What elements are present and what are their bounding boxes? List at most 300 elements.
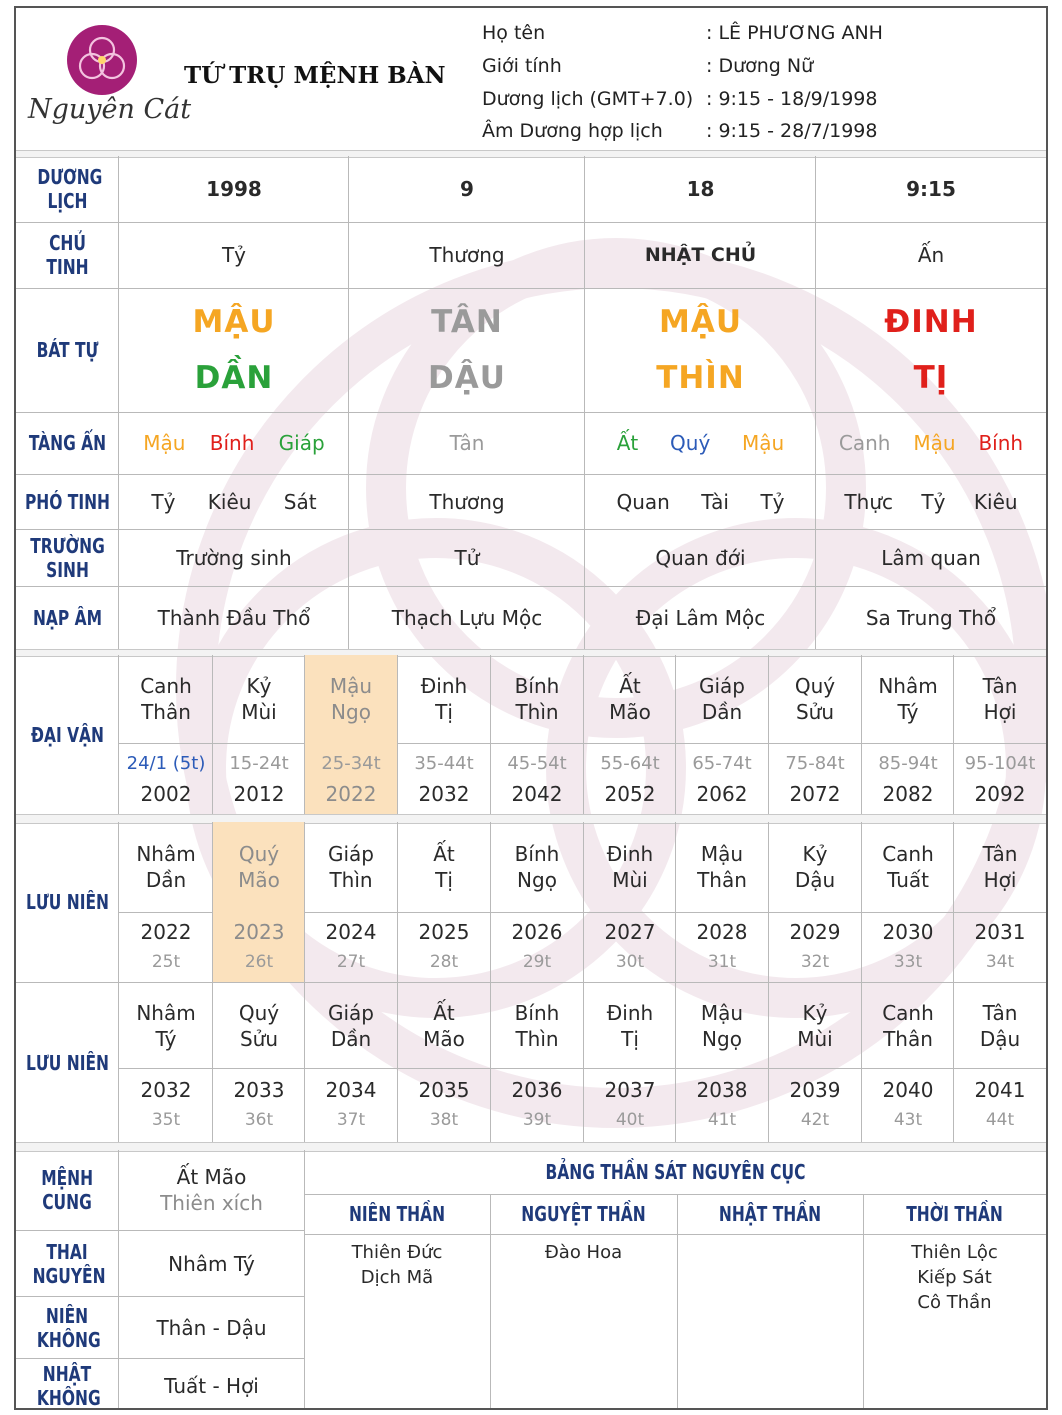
- ganzhi-text: Nhâm: [136, 842, 196, 866]
- luu-nien-column: [491, 822, 583, 982]
- luu-nien-ganzhi: [398, 983, 490, 1068]
- age-range: 95-104t: [964, 752, 1036, 774]
- luu-nien-column: [491, 983, 583, 1142]
- start-year: 2082: [882, 781, 934, 806]
- ganzhi-text: Mậu: [329, 674, 373, 698]
- pho-tinh-cell: [349, 474, 585, 529]
- tang-an-item: Canh: [838, 431, 891, 455]
- ganzhi-text: Bính: [514, 1000, 560, 1025]
- pho-tinh-item: Tỷ: [151, 489, 176, 514]
- luu-nien-year-cell: [676, 912, 768, 982]
- thien-can: MẬU: [192, 304, 276, 340]
- age: 31t: [707, 952, 737, 972]
- year: 2032: [140, 1078, 192, 1102]
- dai-van-ganzhi: [491, 655, 583, 743]
- tang-an-item: Ất: [616, 431, 639, 455]
- nien-khong-value: Thân - Dậu: [156, 1315, 267, 1340]
- than-sat-items: [863, 1240, 1046, 1315]
- ganzhi-text: Ất: [433, 1000, 455, 1025]
- ganzhi-text: Kỷ: [246, 674, 272, 698]
- luu-nien-ganzhi: [120, 983, 212, 1068]
- truong-sinh-value: Quan đới: [655, 545, 746, 570]
- luu-nien-ganzhi: [676, 822, 768, 912]
- logo-text: Nguyên Cát: [28, 94, 192, 125]
- dai-van-year-cell: [305, 743, 397, 814]
- age-range: 55-64t: [600, 752, 660, 774]
- ganzhi-text: Giáp: [327, 842, 374, 866]
- ganzhi-text: Tý: [897, 700, 919, 724]
- ganzhi-text: Thân: [883, 1026, 933, 1051]
- dai-van-column: [584, 655, 676, 814]
- start-year: 2042: [511, 781, 563, 806]
- pho-tinh-item: Tỷ: [760, 489, 785, 514]
- age: 29t: [522, 952, 552, 972]
- ganzhi-text: Canh: [882, 842, 934, 866]
- luu-nien-column: [676, 822, 768, 982]
- tang-an-item: Mậu: [742, 431, 785, 455]
- tang-an-cell: [585, 412, 816, 474]
- luu-nien-label: LƯU NIÊN: [26, 890, 109, 914]
- info-value-name: : LÊ PHƯƠNG ANH: [706, 22, 883, 44]
- nien-khong-label: NIÊN KHÔNG: [36, 1303, 101, 1352]
- luu-nien-column: [862, 822, 954, 982]
- chart-frame: [14, 6, 1048, 1410]
- dai-van-ganzhi: [769, 655, 861, 743]
- tang-an-item: Bính: [978, 431, 1024, 455]
- dai-van-column: [305, 655, 397, 814]
- ganzhi-text: Thìn: [329, 868, 373, 892]
- age: 33t: [893, 952, 923, 972]
- grid-line: [118, 655, 119, 814]
- dia-chi: TỊ: [913, 360, 949, 396]
- ganzhi-text: Ngọ: [517, 868, 557, 892]
- duong-lich-label: DƯƠNG LỊCH: [37, 165, 103, 213]
- year: 2037: [604, 1078, 656, 1102]
- ganzhi-text: Bính: [514, 842, 560, 866]
- ganzhi-text: Tị: [621, 1026, 639, 1051]
- info-label-gender: Giới tính: [482, 55, 562, 77]
- duong-lich-value: 1998: [206, 177, 262, 201]
- start-year: 2072: [789, 781, 841, 806]
- chu-tinh-value: Ấn: [917, 243, 945, 267]
- luu-nien-year-cell: [305, 1068, 397, 1142]
- luu-nien-ganzhi: [769, 822, 861, 912]
- age-range: 25-34t: [321, 752, 381, 774]
- ganzhi-text: Mão: [423, 1026, 465, 1051]
- grid-line: [677, 1194, 678, 1410]
- luu-nien-year-cell: [120, 1068, 212, 1142]
- pillars-table: [16, 156, 1046, 649]
- luu-nien-ganzhi: [769, 983, 861, 1068]
- info-label-name: Họ tên: [482, 22, 546, 44]
- luu-nien-year-cell: [120, 912, 212, 982]
- ganzhi-text: Mùi: [797, 1026, 833, 1051]
- pho-tinh-cell: [585, 474, 816, 529]
- age: 37t: [336, 1110, 366, 1130]
- header: [16, 8, 1046, 156]
- age: 40t: [615, 1110, 645, 1130]
- start-year: 2012: [233, 781, 285, 806]
- age: 26t: [244, 952, 274, 972]
- than-sat-item: Thiên Lộc: [911, 1242, 998, 1263]
- luu-nien-year-cell: [584, 912, 676, 982]
- ganzhi-text: Tân: [982, 674, 1018, 698]
- ganzhi-text: Ất: [619, 674, 641, 698]
- start-year: 2002: [140, 781, 192, 806]
- ganzhi-text: Quý: [794, 674, 836, 698]
- than-sat-items: [304, 1240, 490, 1290]
- dai-van-ganzhi: [954, 655, 1046, 743]
- ganzhi-text: Mùi: [612, 868, 648, 892]
- age-range: 35-44t: [414, 752, 474, 774]
- nap-am-value: Đại Lâm Mộc: [635, 605, 766, 630]
- luu-nien-year-cell: [954, 1068, 1046, 1142]
- ganzhi-text: Mùi: [241, 700, 277, 724]
- grid-line: [118, 822, 119, 982]
- luu-nien-column: [769, 983, 861, 1142]
- luu-nien-ganzhi: [676, 983, 768, 1068]
- year: 2036: [511, 1078, 563, 1102]
- menh-cung-sub: Thiên xích: [160, 1191, 263, 1215]
- luu-nien-column: [120, 983, 212, 1142]
- dai-van-column: [954, 655, 1046, 814]
- dai-van-column: [120, 655, 212, 814]
- nhat-khong-label: NHẬT KHÔNG: [36, 1361, 101, 1410]
- pho-tinh-item: Thương: [429, 489, 505, 514]
- dai-van-column: [862, 655, 954, 814]
- age-range: 15-24t: [229, 752, 289, 774]
- truong-sinh-value: Lâm quan: [881, 545, 981, 570]
- dai-van-column: [398, 655, 490, 814]
- year: 2030: [882, 920, 934, 944]
- bat-tu-label: BÁT TỰ: [36, 338, 99, 362]
- luu-nien-column: [120, 822, 212, 982]
- age: 43t: [893, 1110, 923, 1130]
- chu-tinh-label: CHỦ TINH: [46, 231, 89, 279]
- luu-nien-ganzhi: [491, 822, 583, 912]
- dai-van-year-cell: [862, 743, 954, 814]
- year: 2026: [511, 920, 563, 944]
- ganzhi-text: Dậu: [794, 868, 836, 892]
- tang-an-item: Mậu: [143, 431, 186, 455]
- luu-nien-ganzhi: [862, 822, 954, 912]
- duong-lich-value: 9:15: [906, 177, 956, 201]
- ganzhi-text: Đinh: [606, 842, 654, 866]
- tang-an-item: Tân: [449, 431, 485, 455]
- bat-tu-cell: [585, 288, 816, 412]
- luu-nien-year-cell: [584, 1068, 676, 1142]
- age: 35t: [151, 1110, 181, 1130]
- luu-nien-year-cell: [398, 912, 490, 982]
- nap-am-label: NẠP ÂM: [32, 605, 103, 630]
- year: 2031: [974, 920, 1026, 944]
- start-year: 2092: [974, 781, 1026, 806]
- than-sat-header: NGUYỆT THẦN: [521, 1202, 646, 1226]
- luu-nien-year-cell: [398, 1068, 490, 1142]
- ganzhi-text: Tý: [155, 1026, 177, 1051]
- ganzhi-text: Dần: [145, 868, 187, 892]
- luu-nien-ganzhi: [584, 983, 676, 1068]
- ganzhi-text: Canh: [882, 1000, 934, 1025]
- age-range: 45-54t: [507, 752, 567, 774]
- age: 41t: [707, 1110, 737, 1130]
- luu-nien-year-cell: [213, 1068, 305, 1142]
- thien-can: TÂN: [431, 304, 503, 340]
- menh-cung-label: MỆNH CUNG: [41, 1166, 94, 1214]
- luu-nien-table-1: [16, 822, 1046, 982]
- luu-nien-column: [954, 822, 1046, 982]
- info-value-lunar: : 9:15 - 28/7/1998: [706, 120, 878, 142]
- truong-sinh-value: Trường sinh: [176, 545, 292, 570]
- ganzhi-text: Dần: [701, 700, 743, 724]
- age-range: 65-74t: [692, 752, 752, 774]
- ganzhi-text: Tân: [982, 1000, 1018, 1025]
- age: 38t: [429, 1110, 459, 1130]
- luu-nien-column: [584, 822, 676, 982]
- tang-an-item: Mậu: [913, 431, 956, 455]
- year: 2035: [418, 1078, 470, 1102]
- ganzhi-text: Hợi: [983, 700, 1017, 724]
- year: 2038: [696, 1078, 748, 1102]
- ganzhi-text: Giáp: [698, 674, 745, 698]
- luu-nien-column: [398, 822, 490, 982]
- nap-am-value: Thạch Lựu Mộc: [391, 605, 543, 630]
- age: 32t: [800, 952, 830, 972]
- tang-an-cell: [119, 412, 349, 474]
- luu-nien-year-cell: [213, 912, 305, 982]
- info-value-solar: : 9:15 - 18/9/1998: [706, 88, 878, 110]
- year: 2040: [882, 1078, 934, 1102]
- pho-tinh-item: Quan: [616, 489, 670, 514]
- year: 2023: [233, 920, 285, 944]
- than-sat-item: Kiếp Sát: [917, 1267, 992, 1288]
- bat-tu-cell: [119, 288, 349, 412]
- ganzhi-text: Mão: [238, 868, 280, 892]
- ganzhi-text: Đinh: [606, 1000, 654, 1025]
- chu-tinh-value: NHẬT CHỦ: [644, 244, 757, 266]
- ganzhi-text: Thìn: [515, 700, 559, 724]
- luu-nien-column: [213, 822, 305, 982]
- info-value-gender: : Dương Nữ: [706, 55, 814, 77]
- than-sat-item: Đào Hoa: [544, 1242, 623, 1263]
- thien-can: MẬU: [658, 304, 742, 340]
- than-sat-header: NHẬT THẦN: [718, 1202, 822, 1226]
- pho-tinh-item: Tỷ: [921, 489, 946, 514]
- pho-tinh-item: Kiêu: [207, 489, 252, 514]
- start-year: 2022: [325, 781, 377, 806]
- ganzhi-text: Thìn: [515, 1026, 559, 1051]
- dai-van-year-cell: [584, 743, 676, 814]
- dai-van-year-cell: [213, 743, 305, 814]
- ganzhi-text: Tị: [435, 868, 453, 892]
- luu-nien-ganzhi: [862, 983, 954, 1068]
- tang-an-item: Bính: [209, 431, 255, 455]
- luu-nien-column: [213, 983, 305, 1142]
- dai-van-ganzhi: [120, 655, 212, 743]
- dia-chi: THÌN: [656, 360, 745, 396]
- ganzhi-text: Dậu: [979, 1026, 1021, 1051]
- ganzhi-text: Đinh: [420, 674, 468, 698]
- year: 2024: [325, 920, 377, 944]
- bat-tu-cell: [816, 288, 1046, 412]
- ganzhi-text: Ngọ: [331, 700, 371, 724]
- year: 2034: [325, 1078, 377, 1102]
- than-sat-table: [304, 1194, 1046, 1410]
- age-range: 75-84t: [785, 752, 845, 774]
- logo-icon: [66, 24, 138, 96]
- nap-am-value: Thành Đầu Thổ: [157, 605, 311, 630]
- dai-van-column: [491, 655, 583, 814]
- ganzhi-text: Tị: [435, 700, 453, 724]
- age-range: 85-94t: [878, 752, 938, 774]
- dai-van-column: [676, 655, 768, 814]
- luu-nien-year-cell: [491, 1068, 583, 1142]
- year: 2029: [789, 920, 841, 944]
- than-sat-item: Dịch Mã: [360, 1267, 434, 1288]
- dai-van-ganzhi: [398, 655, 490, 743]
- ganzhi-text: Nhâm: [878, 674, 938, 698]
- than-sat-header: NIÊN THẦN: [348, 1202, 446, 1226]
- year: 2028: [696, 920, 748, 944]
- ganzhi-text: Mậu: [700, 842, 744, 866]
- ganzhi-text: Canh: [140, 674, 192, 698]
- luu-nien-column: [954, 983, 1046, 1142]
- luu-nien-column: [584, 983, 676, 1142]
- grid-line: [118, 983, 119, 1142]
- page-title: TỨ TRỤ MỆNH BÀN: [184, 62, 446, 89]
- tang-an-cell: [816, 412, 1046, 474]
- luu-nien-year-cell: [954, 912, 1046, 982]
- ganzhi-text: Hợi: [983, 868, 1017, 892]
- dai-van-year-cell: [398, 743, 490, 814]
- dai-van-ganzhi: [213, 655, 305, 743]
- luu-nien-ganzhi: [584, 822, 676, 912]
- ganzhi-text: Sửu: [795, 700, 835, 724]
- year: 2033: [233, 1078, 285, 1102]
- age: 39t: [522, 1110, 552, 1130]
- bat-tu-cell: [349, 288, 585, 412]
- luu-nien-column: [862, 983, 954, 1142]
- ganzhi-text: Quý: [238, 1000, 280, 1025]
- than-sat-item: Thiên Đức: [351, 1242, 443, 1263]
- pho-tinh-item: Tài: [701, 489, 729, 514]
- ganzhi-text: Bính: [514, 674, 560, 698]
- dai-van-year-cell: [491, 743, 583, 814]
- ganzhi-text: Sửu: [239, 1026, 279, 1051]
- dai-van-year-cell: [120, 743, 212, 814]
- ganzhi-text: Thân: [141, 700, 191, 724]
- ganzhi-text: Nhâm: [136, 1000, 196, 1025]
- luu-nien-ganzhi: [305, 983, 397, 1068]
- age-range: 24/1 (5t): [126, 752, 206, 774]
- menh-cung-cell: [119, 1150, 304, 1230]
- chu-tinh-value: Thương: [429, 243, 505, 267]
- year: 2022: [140, 920, 192, 944]
- luu-nien-year-cell: [862, 1068, 954, 1142]
- ganzhi-text: Ất: [433, 842, 455, 866]
- info-label-lunar: Âm Dương hợp lịch: [482, 120, 663, 142]
- pho-tinh-item: Thực: [844, 489, 893, 514]
- luu-nien-year-cell: [769, 1068, 861, 1142]
- thai-nguyen-value: Nhâm Tý: [168, 1251, 255, 1276]
- luu-nien-year-cell: [676, 1068, 768, 1142]
- dai-van-ganzhi: [305, 655, 397, 743]
- truong-sinh-label: TRƯỜNG SINH: [30, 533, 105, 582]
- pho-tinh-cell: [119, 474, 349, 529]
- start-year: 2062: [696, 781, 748, 806]
- age: 25t: [151, 952, 181, 972]
- menh-cung-value: Ất Mão: [176, 1165, 247, 1189]
- luu-nien-year-cell: [305, 912, 397, 982]
- dai-van-ganzhi: [676, 655, 768, 743]
- ganzhi-text: Quý: [238, 842, 280, 866]
- dai-van-ganzhi: [862, 655, 954, 743]
- luu-nien-year-cell: [491, 912, 583, 982]
- luu-nien-label: LƯU NIÊN: [26, 1050, 109, 1075]
- duong-lich-value: 18: [686, 177, 715, 201]
- luu-nien-ganzhi: [491, 983, 583, 1068]
- tang-an-item: Quý: [670, 431, 711, 455]
- year: 2039: [789, 1078, 841, 1102]
- ganzhi-text: Dần: [330, 1026, 372, 1051]
- nap-am-value: Sa Trung Thổ: [865, 605, 997, 630]
- start-year: 2032: [418, 781, 470, 806]
- dai-van-year-cell: [769, 743, 861, 814]
- luu-nien-year-cell: [862, 912, 954, 982]
- age: 27t: [336, 952, 366, 972]
- age: 34t: [985, 952, 1015, 972]
- ganzhi-text: Ngọ: [702, 1026, 742, 1051]
- ganzhi-text: Mậu: [700, 1000, 744, 1025]
- than-sat-title: BẢNG THẦN SÁT NGUYÊN CỤC: [545, 1160, 806, 1184]
- ganzhi-text: Thân: [697, 868, 747, 892]
- ganzhi-text: Tuất: [887, 868, 929, 892]
- truong-sinh-value: Tử: [454, 545, 480, 570]
- luu-nien-ganzhi: [954, 822, 1046, 912]
- luu-nien-ganzhi: [305, 822, 397, 912]
- luu-nien-column: [676, 983, 768, 1142]
- pho-tinh-item: Kiêu: [973, 489, 1018, 514]
- bottom-section: [16, 1150, 1046, 1410]
- dai-van-column: [213, 655, 305, 814]
- ganzhi-text: Kỷ: [802, 1000, 828, 1025]
- year: 2025: [418, 920, 470, 944]
- dai-van-label: ĐẠI VẬN: [31, 722, 104, 747]
- tang-an-cell: [349, 412, 585, 474]
- dai-van-year-cell: [676, 743, 768, 814]
- luu-nien-ganzhi: [398, 822, 490, 912]
- age: 30t: [615, 952, 645, 972]
- grid-line: [490, 1194, 491, 1410]
- luu-nien-column: [769, 822, 861, 982]
- luu-nien-column: [305, 983, 397, 1142]
- nhat-khong-value: Tuất - Hợi: [164, 1373, 259, 1398]
- than-sat-header: THỜI THẦN: [906, 1202, 1003, 1226]
- dia-chi: DẬU: [428, 360, 506, 396]
- age: 36t: [244, 1110, 274, 1130]
- pho-tinh-label: PHÓ TINH: [24, 489, 111, 514]
- dai-van-ganzhi: [584, 655, 676, 743]
- age: 44t: [985, 1110, 1015, 1130]
- dai-van-year-cell: [954, 743, 1046, 814]
- year: 2027: [604, 920, 656, 944]
- luu-nien-column: [305, 822, 397, 982]
- luu-nien-column: [398, 983, 490, 1142]
- than-sat-items: [490, 1240, 677, 1265]
- than-sat-item: Cô Thần: [917, 1292, 992, 1313]
- pho-tinh-item: Sát: [283, 489, 317, 514]
- start-year: 2052: [604, 781, 656, 806]
